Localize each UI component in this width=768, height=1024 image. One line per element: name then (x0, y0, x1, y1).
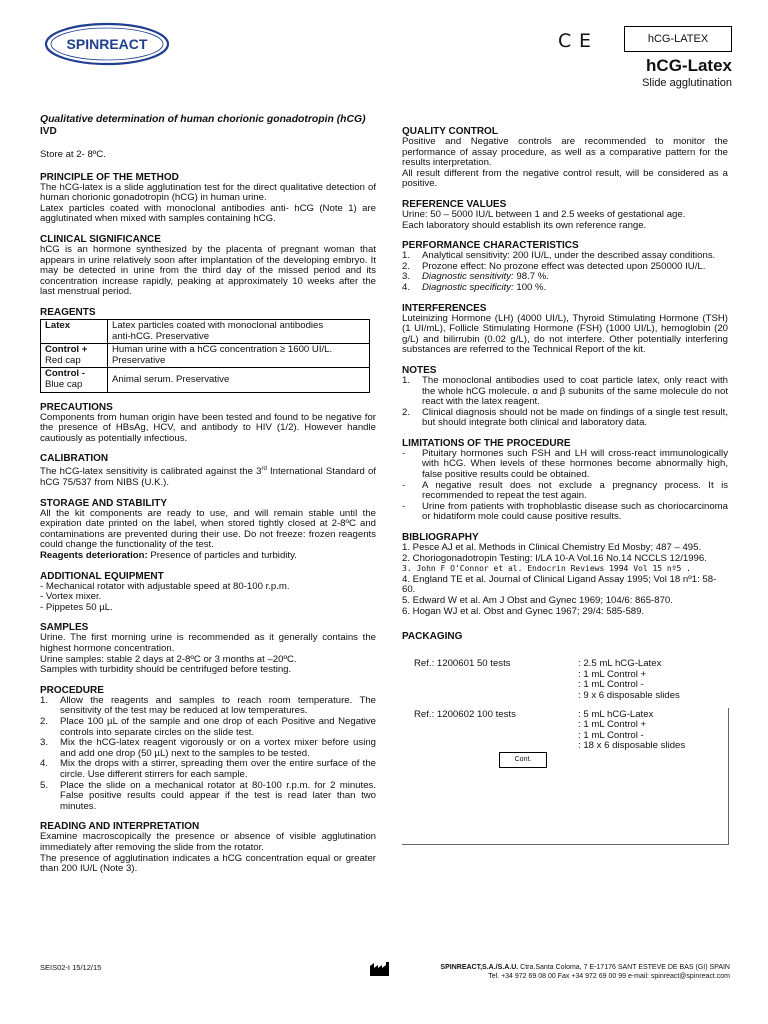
packaging-item: : 1 mL Control + (578, 719, 647, 731)
clinical-text: hCG is an hormone synthesized by the placenta of pregnant woman that appears in urine relatively soon after implantation of the developing embryo. It may be detected in urine from the third day of the missed period and its concentration increase rapidly, peaking at approximately 10 weeks after the last menstrual period. (40, 243, 376, 298)
bibliography-item: 2. Choriogonadotropin Testing: I/LA 10-A Vol.16 No.14 NCCLS 12/1996. (402, 552, 707, 564)
left-column (40, 114, 376, 875)
right-column (402, 126, 728, 752)
procedure-list (40, 696, 376, 813)
packaging-heading: PACKAGING (402, 631, 463, 643)
principle-text-2: Latex particles coated with monoclonal antibodies anti- hCG (Note 1) are agglutinated when mixed with samples containing hCG. (40, 202, 376, 225)
principle-heading: PRINCIPLE OF THE METHOD (40, 171, 179, 183)
list-item: - Urine from patients with trophoblastic disease such as choriocarcinoma or hidatiform mole could cause positive results. (402, 500, 728, 523)
equipment-item: - Mechanical rotator with adjustable speed at 80-100 r.p.m. (40, 580, 290, 592)
list-item: 1. Allow the reagents and samples to reach room temperature. The sensitivity of the test may be reduced at low temperatures. (40, 694, 376, 717)
qc-heading: QUALITY CONTROL (402, 126, 498, 137)
bibliography-item: 3. John F O'Connor et al. Endocrin Reviews 1994 Vol 15 nº5 . (402, 564, 691, 574)
reagent-label: Latex (45, 319, 71, 331)
reagent-row (41, 368, 370, 392)
packaging-ref-label: Ref.: 1200601 50 tests (414, 658, 511, 670)
equipment-heading: ADDITIONAL EQUIPMENT (40, 570, 164, 582)
list-item: - Pituitary hormones such FSH and LH will cross-react immunologically with hCG. When levels of these hormones become abnormally high, false positive results could be obtained. (402, 447, 728, 481)
notes-list (402, 376, 728, 429)
performance-heading: PERFORMANCE CHARACTERISTICS (402, 240, 579, 252)
reading-text-1: Examine macroscopically the presence or absence of visible agglutination immediately after removing the slide from the rotator. (40, 831, 376, 853)
interferences-heading: INTERFERENCES (402, 302, 487, 314)
storage-heading: STORAGE AND STABILITY (40, 497, 168, 509)
packaging-item: : 18 x 6 disposable slides (578, 740, 686, 752)
interferences-text: Luteinizing Hormone (LH) (4000 UI/L), Thyroid Stimulating Hormone (TSH) (1 UI/mL), Follicle Stimulating Hormone (FSH) (1000 UI/L), hemoglobin (20 g/L) and bilirrubin (0.02 g/L), do not interfere. Other potentially interfering substances are referred to the Technical Report of the kit. (402, 312, 728, 356)
principle-text-1: The hCG-latex is a slide agglutination test for the direct qualitative detection of human chorionic gonadotropin (hCG) in human urine. (40, 181, 376, 204)
packaging-item: : 2.5 mL hCG-Latex (578, 658, 662, 670)
calibration-heading: CALIBRATION (40, 453, 109, 465)
bibliography-heading: BIBLIOGRAPHY (402, 532, 479, 544)
list-item: - A negative result does not exclude a pregnancy process. It is recommended to repeat the test again. (402, 479, 728, 502)
qc-text-1: Positive and Negative controls are recommended to monitor the performance of assay procedure, as well as a comparative pattern for the results interpretation. (402, 136, 728, 169)
list-item: 4. Mix the drops with a stirrer, spreading them over the entire surface of the circle. Use different stirrers for each sample. (40, 758, 376, 780)
packaging-ref-label: Ref.: 1200602 100 tests (414, 708, 516, 720)
equipment-item: - Vortex mixer. (40, 591, 102, 603)
reagent-row (41, 344, 370, 368)
reagent-label: Control + (45, 344, 88, 356)
spinreact-logo (44, 22, 170, 66)
reference-text-2: Each laboratory should establish its own reference range. (402, 219, 647, 231)
document-code: SEIS02-I 15/12/15 (40, 963, 102, 972)
reading-text-2: The presence of agglutination indicates a hCG concentration equal or greater than 200 IU/L (Note 3). (40, 852, 376, 875)
product-title: hCG-Latex (646, 56, 732, 75)
reading-heading: READING AND INTERPRETATION (40, 821, 200, 833)
reagent-desc: Latex particles coated with monoclonal antibodies (112, 319, 324, 331)
reagent-row (41, 319, 370, 343)
packaging-item: : 1 mL Control - (578, 679, 644, 691)
packaging-item: : 5 mL hCG-Latex (578, 708, 654, 720)
product-subtitle: Slide agglutination (642, 77, 732, 89)
limitations-list (402, 449, 728, 523)
qc-text-2: All result different from the negative control result, will be considered as a positive. (402, 167, 728, 190)
equipment-item: - Pippetes 50 µL. (40, 601, 113, 613)
storage-text: All the kit components are ready to use, and will remain stable until the expiration date printed on the label, when stored tightly closed at 2-8ºC and contaminations are prevented during their use. Do not freeze: frozen reagents could change the functionality of the test. (40, 507, 376, 551)
list-item: 3. Mix the hCG-latex reagent vigorously or on a vortex mixer before using and add one drop (50 µL) next to the samples to be tested. (40, 737, 376, 759)
reference-heading: REFERENCE VALUES (402, 198, 507, 210)
list-item: 1. Analytical sensitivity: 200 IU/L, under the described assay conditions. (402, 250, 716, 262)
list-item: 2. Clinical diagnosis should not be made on findings of a single test result, but should integrate both clinical and laboratory data. (402, 406, 728, 429)
performance-list (402, 251, 728, 293)
ivd-label: IVD (40, 126, 57, 137)
company-name: SPINREACT,S.A./S.A.U. (440, 964, 519, 971)
samples-heading: SAMPLES (40, 622, 89, 634)
manufacturer-icon (370, 962, 392, 976)
reagent-label: Control - (45, 368, 85, 380)
company-address: Ctra.Santa Coloma, 7 E-17176 SANT ESTEVE DE BAS (GI) SPAIN (518, 964, 730, 971)
reagent-desc: anti-hCG. Preservative (112, 330, 210, 342)
product-code-box: hCG-LATEX (624, 26, 732, 52)
samples-text-3: Samples with turbidity should be centrifuged before testing. (40, 664, 292, 676)
reagent-desc: Animal serum. Preservative (112, 373, 230, 385)
list-item: 4. Diagnostic specificity: 100 %. (402, 281, 547, 293)
reagent-desc: Preservative (112, 354, 166, 366)
calibration-text: The hCG-latex sensitivity is calibrated against the 3rd International Standard of hCG 75/537 from NIBS (U.K.). (40, 466, 376, 489)
procedure-heading: PROCEDURE (40, 684, 104, 696)
storage-deterioration: Reagents deterioration: Presence of particles and turbidity. (40, 550, 297, 562)
company-footer (402, 963, 730, 981)
list-item: 2. Prozone effect: No prozone effect was detected upon 250000 IU/L. (402, 260, 706, 272)
packaging-frame (402, 708, 729, 845)
reference-text-1: Urine: 50 – 5000 IU/L between 1 and 2.5 weeks of gestational age. (402, 208, 686, 220)
bibliography-item: 6. Hogan WJ et al. Obst and Gynec 1967; 29/4: 585-589. (402, 605, 645, 617)
continued-box: Cont. (499, 752, 547, 768)
notes-heading: NOTES (402, 364, 437, 376)
bibliography-item: 4. England TE et al. Journal of Clinical Ligand Assay 1995; Vol 18 nº1: 58-60. (402, 573, 717, 596)
samples-text-2: Urine samples: stable 2 days at 2-8ºC or 3 months at –20ºC. (40, 653, 297, 665)
packaging-ref-1 (402, 659, 728, 701)
packaging-item: : 9 x 6 disposable slides (578, 689, 680, 701)
bibliography-item: 1. Pesce AJ et al. Methods in Clinical Chemistry Ed Mosby; 487 – 495. (402, 542, 702, 554)
logo-text: SPINREACT (66, 36, 148, 52)
company-contact: Tel. +34 972 69 08 00 Fax +34 972 69 00 99 e-mail: spinreact@spinreact.com (488, 973, 730, 980)
list-item: 3. Diagnostic sensitivity: 98.7 %. (402, 271, 549, 283)
list-item: 2. Place 100 µL of the sample and one drop of each Positive and Negative controls into separate circles on the slide test. (40, 715, 376, 738)
store-text: Store at 2- 8ºC. (40, 149, 106, 160)
packaging-item: : 1 mL Control - (578, 729, 644, 741)
samples-text-1: Urine. The first morning urine is recommended as it generally contains the highest hormone concentration. (40, 632, 376, 654)
ce-mark: C E (558, 30, 594, 52)
limitations-heading: LIMITATIONS OF THE PROCEDURE (402, 437, 571, 449)
packaging-item: : 1 mL Control + (578, 668, 647, 680)
reagents-heading: REAGENTS (40, 306, 96, 318)
precautions-text: Components from human origin have been tested and found to be negative for the presence of HBsAg, HCV, and antibody to HIV (1/2). However handle cautiously as potentially infectious. (40, 411, 376, 444)
reagent-desc: Human urine with a hCG concentration ≥ 1600 UI/L. (112, 344, 333, 356)
precautions-heading: PRECAUTIONS (40, 401, 113, 413)
list-item: 5. Place the slide on a mechanical rotator at 80-100 r.p.m. for 2 minutes. False positive results could appear if the test is read later than two minutes. (40, 779, 376, 812)
intro-title: Qualitative determination of human chorionic gonadotropin (hCG) (40, 114, 366, 125)
reagent-sub: Red cap (45, 354, 81, 366)
reagents-table (40, 319, 370, 393)
reagent-sub: Blue cap (45, 378, 83, 390)
clinical-heading: CLINICAL SIGNIFICANCE (40, 233, 161, 245)
list-item: 1. The monoclonal antibodies used to coat particle latex, only react with the whole hCG molecule. α and β subunits of the same molecule do not react with the latex reagent. (402, 374, 728, 408)
bibliography-item: 5. Edward W et al. Am J Obst and Gynec 1969; 104/6: 865-870. (402, 595, 673, 606)
